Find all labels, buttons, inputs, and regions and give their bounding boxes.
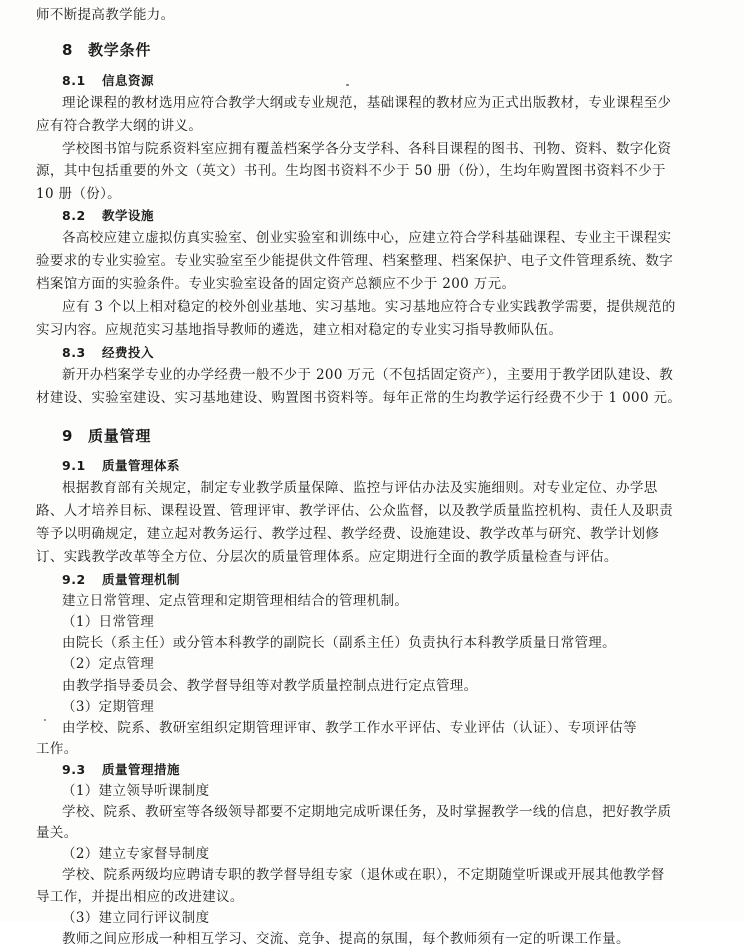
text-line: 由教学指导委员会、教学督导组等对教学质量控制点进行定点管理。 bbox=[62, 677, 478, 694]
text-line: 等予以明确规定，建立起对教务运行、教学过程、教学经费、设施建设、教学改革与研究、教学计划修 bbox=[36, 526, 660, 542]
section-title: 教学条件 bbox=[88, 41, 152, 59]
scan-speck bbox=[44, 719, 46, 721]
subsection-number: 8.1 bbox=[62, 73, 86, 88]
subsection-title: 教学设施 bbox=[102, 208, 155, 223]
text-line: 应有符合教学大纲的讲义。 bbox=[36, 118, 203, 134]
item-label: （1）日常管理 bbox=[62, 614, 155, 631]
text-line: 路、人才培养目标、课程设置、管理评审、教学评估、公众监督，以及教学质量监控机构、责任人及职责 bbox=[36, 503, 674, 519]
text-line: 源，其中包括重要的外文（英文）书刊。生均图书资料不少于 50 册（份），生均年购置图书资料不少于 bbox=[36, 163, 666, 179]
subsection-9-3-heading bbox=[62, 761, 180, 779]
text-line: 根据教育部有关规定，制定专业教学质量保障、监控与评估办法及实施细则。对专业定位、办学思 bbox=[62, 480, 658, 496]
text-line: 验要求的专业实验室。专业实验室至少能提供文件管理、档案整理、档案保护、电子文件管理系统、数字 bbox=[36, 253, 674, 269]
text-line: 建立日常管理、定点管理和定期管理相结合的管理机制。 bbox=[62, 593, 409, 610]
subsection-number: 9.1 bbox=[62, 458, 86, 473]
text-line: 学校图书馆与院系资料室应拥有覆盖档案学各分支学科、各科目课程的图书、刊物、资料、数字化资 bbox=[62, 141, 672, 157]
subsection-9-1-heading bbox=[62, 457, 180, 475]
subsection-9-2-heading bbox=[62, 571, 180, 589]
item-label: （2）定点管理 bbox=[62, 656, 155, 673]
text-line: 实习内容。应规范实习基地指导教师的遴选，建立相对稳定的专业实习指导教师队伍。 bbox=[36, 322, 563, 338]
section-title: 质量管理 bbox=[88, 427, 152, 445]
text-line: 导工作，并提出相应的改进建议。 bbox=[36, 888, 244, 905]
item-label: （3）定期管理 bbox=[62, 698, 155, 715]
subsection-title: 经费投入 bbox=[102, 345, 155, 360]
subsection-number: 8.2 bbox=[62, 208, 86, 223]
text-line: 理论课程的教材选用应符合教学大纲或专业规范，基础课程的教材应为正式出版教材，专业课程至少 bbox=[62, 95, 672, 111]
text-line: 材建设、实验室建设、实习基地建设、购置图书资料等。每年正常的生均教学运行经费不少于 1 000 元。 bbox=[36, 390, 682, 406]
section-number: 8 bbox=[62, 41, 74, 59]
subsection-title: 信息资源 bbox=[102, 73, 155, 88]
subsection-8-3-heading bbox=[62, 344, 154, 362]
text-line: 10 册（份）。 bbox=[36, 186, 122, 202]
subsection-title: 质量管理机制 bbox=[102, 572, 181, 587]
text-line: 量关。 bbox=[36, 825, 78, 842]
item-label: （2）建立专家督导制度 bbox=[62, 846, 210, 863]
text-line: 各高校应建立虚拟仿真实验室、创业实验室和训练中心，应建立符合学科基础课程、专业主干课程实 bbox=[62, 230, 672, 246]
text-line: 工作。 bbox=[36, 740, 78, 757]
section-number: 9 bbox=[62, 427, 74, 445]
scan-speck bbox=[346, 84, 349, 86]
subsection-8-2-heading bbox=[62, 207, 154, 225]
text-line: 教师之间应形成一种相互学习、交流、竞争、提高的氛围，每个教师须有一定的听课工作量。 bbox=[62, 930, 630, 947]
text-line: 学校、院系两级均应聘请专职的教学督导组专家（退休或在职），不定期随堂听课或开展其他教学督 bbox=[62, 867, 665, 884]
text-line: 由学校、院系、教研室组织定期管理评审、教学工作水平评估、专业评估（认证）、专项评估等 bbox=[62, 719, 637, 736]
text-line: 新开办档案学专业的办学经费一般不少于 200 万元（不包括固定资产），主要用于教学团队建设、教 bbox=[62, 367, 674, 383]
text-line: 应有 3 个以上相对稳定的校外创业基地、实习基地。实习基地应符合专业实践教学需要，提供规范的 bbox=[62, 299, 676, 315]
item-label: （1）建立领导听课制度 bbox=[62, 783, 210, 799]
section-9-heading bbox=[62, 426, 151, 446]
text-line: 师不断提高教学能力。 bbox=[36, 7, 175, 23]
subsection-title: 质量管理体系 bbox=[102, 458, 181, 473]
text-line: 档案馆方面的实验条件。专业实验室设备的固定资产总额应不少于 200 万元。 bbox=[36, 276, 516, 292]
text-line: 由院长（系主任）或分管本科教学的副院长（副系主任）负责执行本科教学质量日常管理。 bbox=[62, 635, 616, 652]
subsection-number: 9.2 bbox=[62, 572, 86, 587]
text-line: 学校、院系、教研室等各级领导都要不定期地完成听课任务，及时掌握教学一线的信息，把好教学质 bbox=[62, 804, 672, 821]
section-8-heading bbox=[62, 40, 151, 60]
subsection-number: 8.3 bbox=[62, 345, 86, 360]
text-line: 订、实践教学改革等全方位、分层次的质量管理体系。应定期进行全面的教学质量检查与评估。 bbox=[36, 549, 618, 565]
item-label: （3）建立同行评议制度 bbox=[62, 909, 210, 926]
subsection-number: 9.3 bbox=[62, 761, 86, 777]
subsection-8-1-heading bbox=[62, 72, 154, 90]
subsection-title: 质量管理措施 bbox=[102, 761, 181, 777]
